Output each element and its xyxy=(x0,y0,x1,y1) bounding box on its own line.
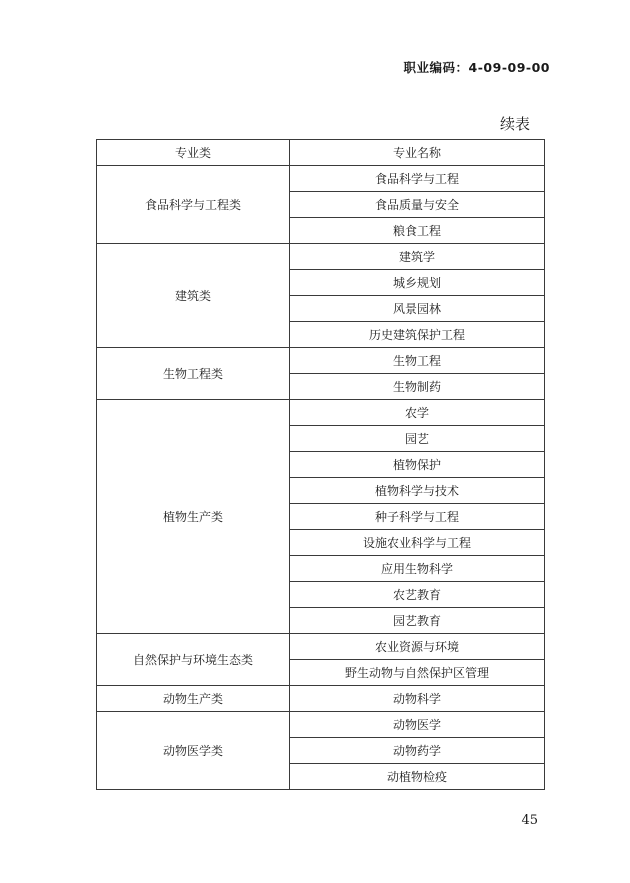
major-cell: 种子科学与工程 xyxy=(290,504,545,530)
table-row xyxy=(97,686,545,712)
majors-body xyxy=(97,166,545,790)
major-cell: 园艺 xyxy=(290,426,545,452)
category-cell: 动物生产类 xyxy=(97,686,290,712)
major-cell: 植物科学与技术 xyxy=(290,478,545,504)
major-cell: 食品科学与工程 xyxy=(290,166,545,192)
major-cell: 设施农业科学与工程 xyxy=(290,530,545,556)
major-cell: 生物工程 xyxy=(290,348,545,374)
major-cell: 野生动物与自然保护区管理 xyxy=(290,660,545,686)
major-cell: 农业资源与环境 xyxy=(290,634,545,660)
category-cell: 自然保护与环境生态类 xyxy=(97,634,290,686)
page-number: 45 xyxy=(521,813,538,828)
table-row xyxy=(97,166,545,192)
major-cell: 农学 xyxy=(290,400,545,426)
occupation-code: 职业编码：4-09-09-00 xyxy=(403,60,550,75)
major-cell: 植物保护 xyxy=(290,452,545,478)
table-header-row xyxy=(97,140,545,166)
majors-table xyxy=(96,139,545,790)
category-cell: 动物医学类 xyxy=(97,712,290,790)
major-cell: 园艺教育 xyxy=(290,608,545,634)
major-cell: 风景园林 xyxy=(290,296,545,322)
header-major: 专业名称 xyxy=(290,140,545,166)
major-cell: 食品质量与安全 xyxy=(290,192,545,218)
major-cell: 建筑学 xyxy=(290,244,545,270)
continuation-label: 续表 xyxy=(499,115,530,133)
major-cell: 农艺教育 xyxy=(290,582,545,608)
major-cell: 历史建筑保护工程 xyxy=(290,322,545,348)
major-cell: 动植物检疫 xyxy=(290,764,545,790)
major-cell: 生物制药 xyxy=(290,374,545,400)
category-cell: 食品科学与工程类 xyxy=(97,166,290,244)
table-row xyxy=(97,712,545,738)
major-cell: 粮食工程 xyxy=(290,218,545,244)
major-cell: 动物药学 xyxy=(290,738,545,764)
category-cell: 建筑类 xyxy=(97,244,290,348)
table-row xyxy=(97,348,545,374)
table-row xyxy=(97,634,545,660)
category-cell: 植物生产类 xyxy=(97,400,290,634)
table-row xyxy=(97,244,545,270)
major-cell: 动物医学 xyxy=(290,712,545,738)
category-cell: 生物工程类 xyxy=(97,348,290,400)
major-cell: 应用生物科学 xyxy=(290,556,545,582)
major-cell: 城乡规划 xyxy=(290,270,545,296)
header-category: 专业类 xyxy=(97,140,290,166)
table-row xyxy=(97,400,545,426)
major-cell: 动物科学 xyxy=(290,686,545,712)
